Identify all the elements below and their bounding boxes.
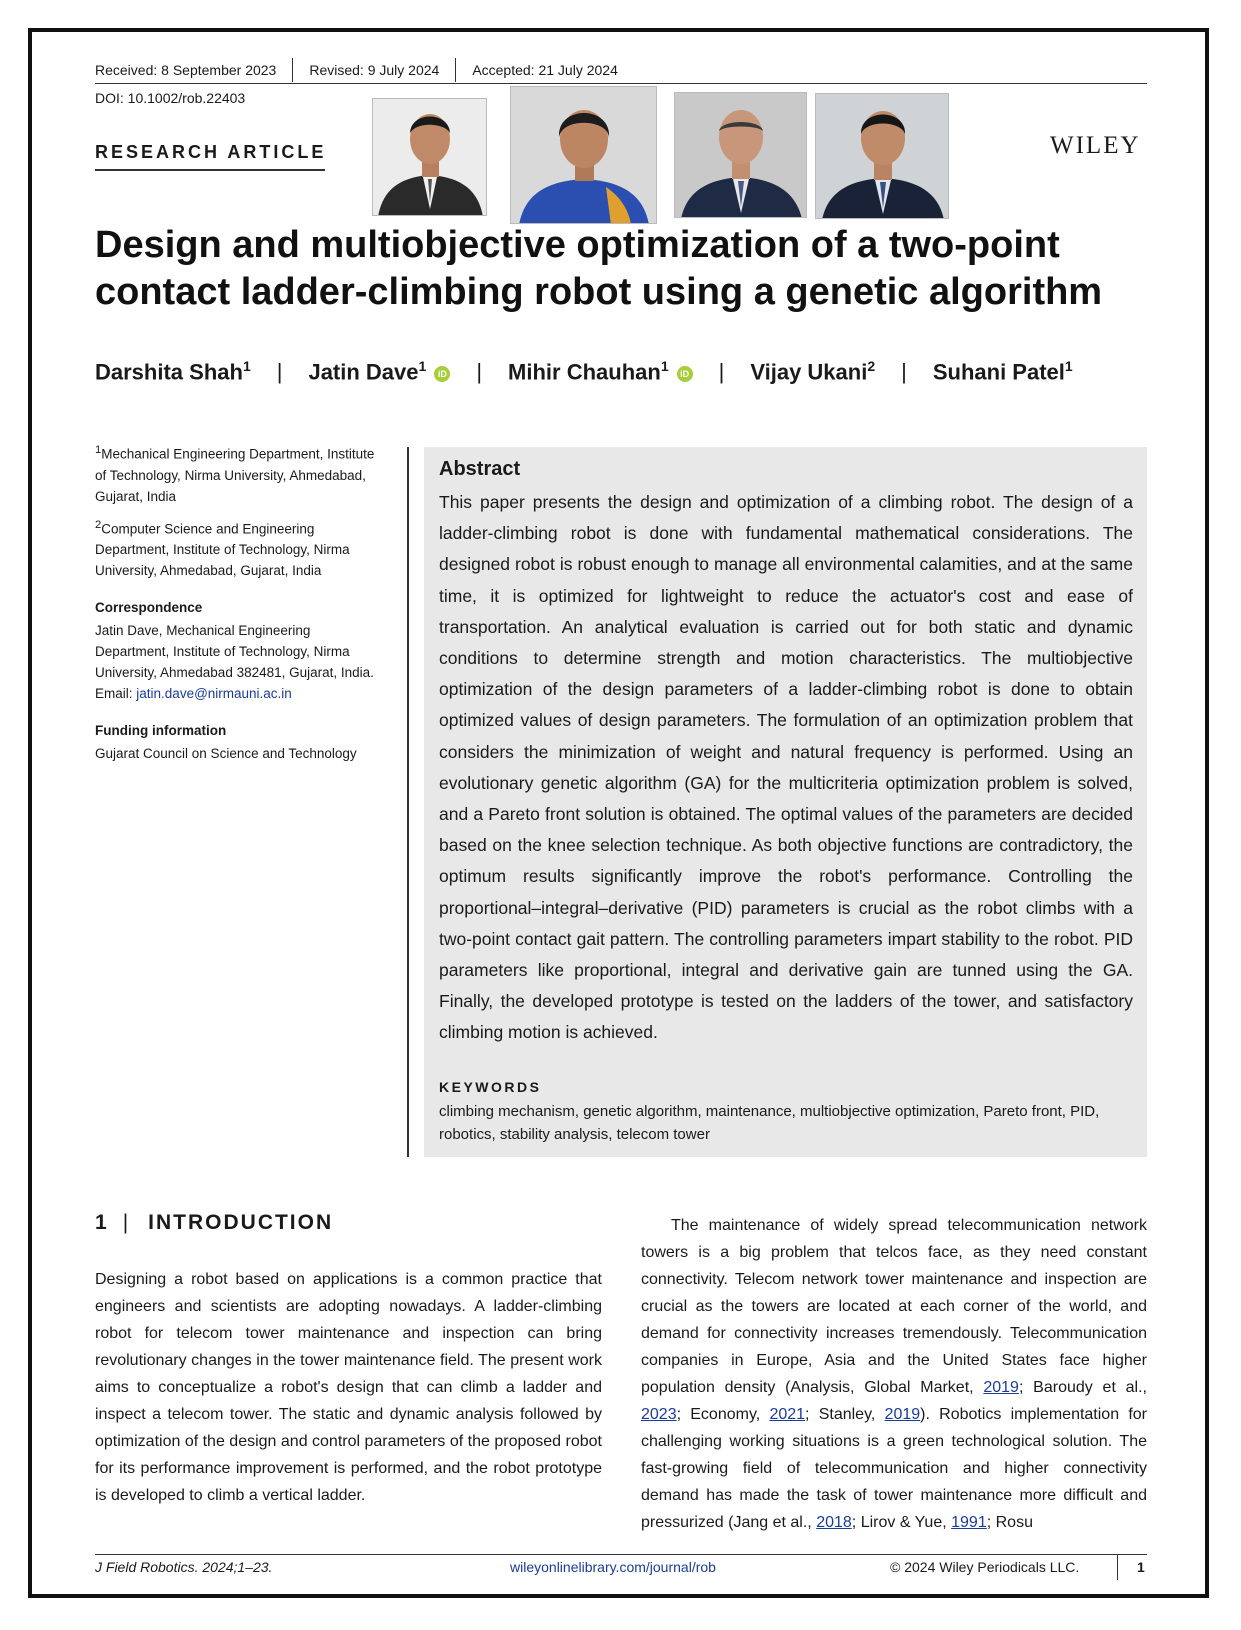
keywords-text: climbing mechanism, genetic algorithm, maintenance, multiobjective optimization, Pareto front, PID, robotics, stability analysis, telecom tower <box>439 1103 1100 1143</box>
author[interactable]: Suhani Patel$^1$ <box>932 358 1073 385</box>
correspondence-text: Jatin Dave, Mechanical Engineering Department, Institute of Technology, Nirma University, Ahmedabad 382481, Gujarat, India. <box>95 623 374 680</box>
correspondence-heading: Correspondence <box>95 600 203 615</box>
author[interactable]: Darshita Shah$^1$ <box>95 358 251 385</box>
author-photo <box>674 92 807 218</box>
abstract-text: This paper presents the design and optimization of a climbing robot. The design of a ladder-climbing robot is done with fundamental mathematical considerations. The designed robot is robust enough to manage all environmental calamities, and at the same time, it is optimized for lightweight to reduce the actuator's cost and ease of transportation. An analytical evaluation is carried out for both static and dynamic conditions to determine strength and motion characteristics. The multiobjective optimization of the design parameters of a ladder-climbing robot is done to obtain optimized values of design parameters. The formulation of an optimization problem that considers the minimization of weight and natural frequency is performed. Using an evolutionary genetic algorithm (GA) for the multicriteria optimization problem is solved, and a Pareto front solution is obtained. The optimal values of the parameters are decided based on the knee selection technique. As both objective functions are contradictory, the optimum results significantly improve the robot's performance. Controlling the proportional–integral–derivative (PID) parameters is crucial as the robot climbs with a two-point contact gait pattern. The controlling parameters impart stability to the robot. PID parameters like proportional, integral and derivative gain are tunned using the GA. Finally, the developed prototype is tested on the ladders of the tower, and satisfactory climbing motion is achieved. <box>439 492 1133 1043</box>
author[interactable]: Vijay Ukani$^2$ <box>750 358 876 385</box>
affiliation: $^2$Computer Science and Engineering Department, Institute of Technology, Nirma University, Ahmedabad, Gujarat, India <box>95 518 350 578</box>
citation-link[interactable]: 2021 <box>769 1406 806 1423</box>
journal-url[interactable]: wileyonlinelibrary.com/journal/rob <box>510 1559 716 1575</box>
article-type-underline <box>95 169 325 171</box>
header-rule <box>95 83 1147 84</box>
citation-link[interactable]: 2023 <box>641 1406 677 1423</box>
dates-line <box>95 58 634 82</box>
citation-link[interactable]: 1991 <box>951 1514 987 1531</box>
citation-link[interactable]: 2019 <box>884 1406 921 1423</box>
article-title: Design and multiobjective optimization of a two-point contact ladder-climbing robot using a genetic algorithm <box>95 224 1103 313</box>
revised-date: Revised: 9 July 2024 <box>309 62 440 78</box>
author-photo <box>372 98 487 216</box>
publisher-logo: WILEY <box>1050 132 1141 159</box>
column-divider <box>407 447 409 1157</box>
email-link[interactable]: jatin.dave@nirmauni.ac.in <box>136 686 292 701</box>
citation-link[interactable]: 2019 <box>983 1379 1019 1396</box>
funding-heading: Funding information <box>95 723 227 738</box>
abstract-heading: Abstract <box>439 458 521 480</box>
author[interactable]: Mihir Chauhan$^1$ iD <box>508 358 693 385</box>
email-line: Email: jatin.dave@nirmauni.ac.in <box>95 686 292 701</box>
journal-citation: J Field Robotics. 2024;1–23. <box>95 1559 273 1575</box>
footer-rule <box>95 1554 1147 1555</box>
orcid-icon[interactable]: iD <box>434 366 450 382</box>
article-type: RESEARCH ARTICLE <box>95 142 327 162</box>
side-info <box>95 440 385 772</box>
author-photo <box>510 86 657 224</box>
accepted-date: Accepted: 21 July 2024 <box>472 62 618 78</box>
keywords-heading: KEYWORDS <box>439 1079 542 1095</box>
intro-paragraph: Designing a robot based on applications is a common practice that engineers and scientists are adopting nowadays. A ladder-climbing robot for telecom tower maintenance and inspection can bring revolutionary changes in the tower maintenance field. The present work aims to conceptualize a robot's design that can climb a ladder and inspect a telecom tower. The static and dynamic analysis followed by optimization of the design and control parameters of the proposed robot for its performance improvement is performed, and the robot prototype is developed to climb a vertical ladder. <box>95 1271 602 1504</box>
funding-text: Gujarat Council on Science and Technology <box>95 746 357 761</box>
orcid-icon[interactable]: iD <box>677 366 693 382</box>
divider: | <box>718 358 725 384</box>
page-number: 1 <box>1137 1559 1145 1575</box>
intro-paragraph: The maintenance of widely spread telecommunication network towers is a big problem that telcos face, as they need constant connectivity. Telecom network tower maintenance and inspection are crucial as the towers are located at each corner of the world, and demand for connectivity increases tremendously. Telecommunication companies in Europe, Asia and the United States face higher population density (Analysis, Global Market, 2019; Baroudy et al., 2023; Economy, 2021; Stanley, 2019). Robotics implementation for challenging working situations is a green technological solution. The fast-growing field of telecommunication and higher connectivity demand has made the task of tower maintenance more difficult and pressurized (Jang et al., 2018; Lirov & Yue, 1991; Rosu <box>641 1217 1147 1531</box>
divider: | <box>901 358 907 384</box>
author-list <box>95 358 1155 385</box>
divider: | <box>276 358 283 384</box>
author-photo <box>815 93 949 219</box>
section-heading: 1 | INTRODUCTION <box>95 1211 334 1234</box>
doi: DOI: 10.1002/rob.22403 <box>95 90 246 106</box>
divider <box>1117 1554 1118 1580</box>
citation-link[interactable]: 2018 <box>816 1514 852 1531</box>
author[interactable]: Jatin Dave$^1$ iD <box>308 358 450 385</box>
received-date: Received: 8 September 2023 <box>95 62 277 78</box>
divider: | <box>476 358 483 384</box>
copyright: © 2024 Wiley Periodicals LLC. <box>890 1559 1080 1575</box>
affiliation: $^1$Mechanical Engineering Department, Institute of Technology, Nirma University, Ahmedabad, Gujarat, India <box>95 444 375 504</box>
